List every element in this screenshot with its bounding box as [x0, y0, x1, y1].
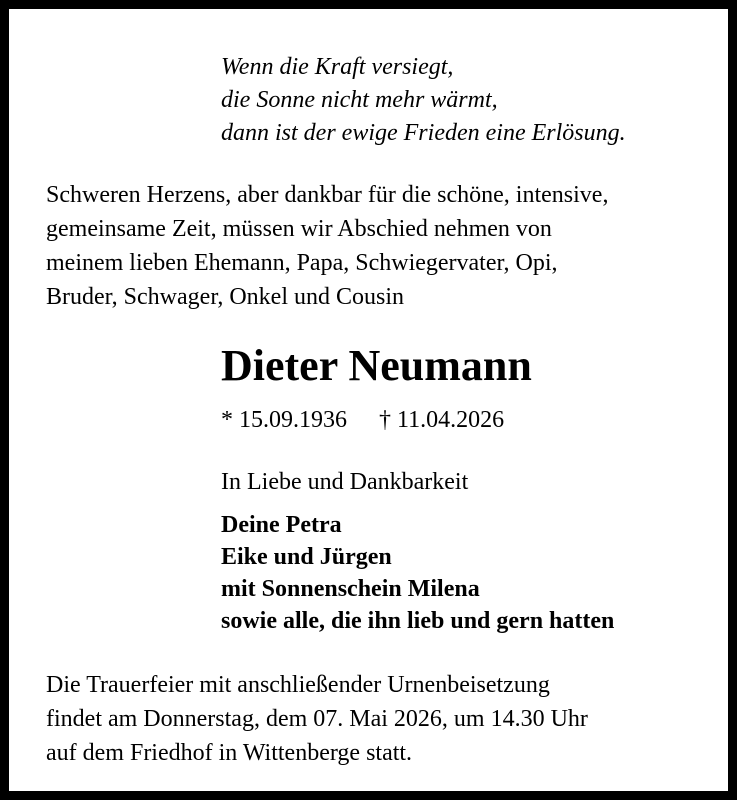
mourner-name: Eike und Jürgen [221, 544, 392, 570]
intro-line: Bruder, Schwager, Onkel und Cousin [46, 284, 405, 310]
funeral-details [46, 668, 588, 770]
intro-text [46, 178, 608, 314]
deceased-name: Dieter Neumann [221, 341, 532, 390]
mourner-name: Deine Petra [221, 512, 342, 538]
poem-line: Wenn die Kraft versiegt, [221, 54, 454, 80]
intro-line: meinem lieben Ehemann, Papa, Schwiegervater, Opi, [46, 250, 558, 276]
mourner-name: mit Sonnenschein Milena [221, 576, 480, 602]
mourners-heading: In Liebe und Dankbarkeit [221, 469, 469, 495]
intro-line: Schweren Herzens, aber dankbar für die schöne, intensive, [46, 182, 609, 208]
funeral-line: auf dem Friedhof in Wittenberge statt. [46, 740, 413, 766]
intro-line: gemeinsame Zeit, müssen wir Abschied nehmen von [46, 216, 552, 242]
mourner-name: sowie alle, die ihn lieb und gern hatten [221, 608, 615, 634]
death-date: † 11.04.2026 [379, 407, 505, 433]
poem-line: dann ist der ewige Frieden eine Erlösung. [221, 120, 626, 146]
funeral-line: Die Trauerfeier mit anschließender Urnenbeisetzung [46, 672, 550, 698]
funeral-line: findet am Donnerstag, dem 07. Mai 2026, um 14.30 Uhr [46, 706, 588, 732]
life-dates [221, 403, 504, 437]
memorial-poem [221, 51, 626, 150]
mourners-list [221, 509, 614, 637]
birth-date: * 15.09.1936 [221, 407, 347, 433]
poem-line: die Sonne nicht mehr wärmt, [221, 87, 498, 113]
